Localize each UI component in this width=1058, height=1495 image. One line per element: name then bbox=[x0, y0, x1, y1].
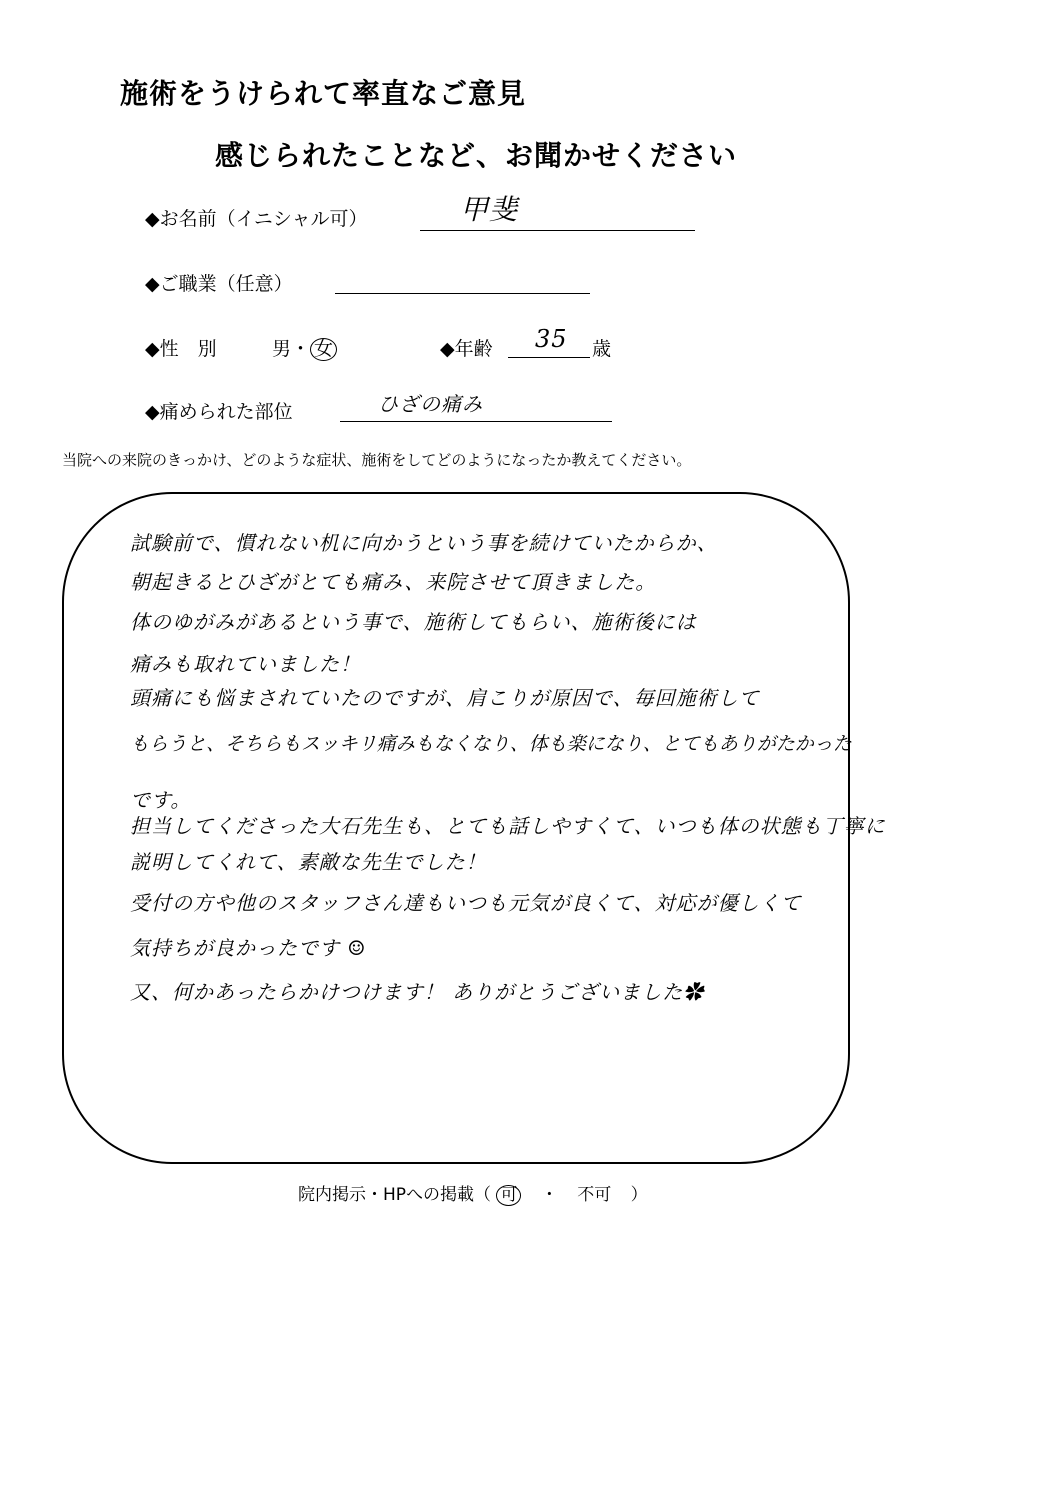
name-underline bbox=[420, 230, 695, 231]
comment-line: 頭痛にも悩まされていたのですが、肩こりが原因で、毎回施術して bbox=[130, 686, 760, 710]
form-title-line1: 施術をうけられて率直なご意見 bbox=[120, 77, 527, 110]
comment-line: 又、何かあったらかけつけます！ ありがとうございました✿ bbox=[130, 980, 705, 1004]
comment-line: 痛みも取れていました！ bbox=[130, 652, 361, 676]
age-label: ◆年齢 bbox=[440, 338, 493, 360]
comment-line: 担当してくださった大石先生も、とても話しやすくて、いつも体の状態も丁寧に bbox=[130, 814, 886, 838]
consent-separator: ・ bbox=[540, 1185, 558, 1205]
gender-male: 男 bbox=[272, 338, 292, 360]
name-label: ◆お名前（イニシャル可） bbox=[145, 208, 368, 230]
comment-line: 気持ちが良かったです ☺ bbox=[130, 936, 367, 960]
consent-close: ） bbox=[630, 1185, 648, 1205]
gender-label: ◆性 別 bbox=[145, 338, 217, 360]
age-unit: 歳 bbox=[592, 338, 612, 360]
comment-line: です。 bbox=[130, 788, 192, 812]
comment-line: 朝起きるとひざがとても痛み、来院させて頂きました。 bbox=[130, 570, 657, 594]
form-title-line2: 感じられたことなど、お聞かせください bbox=[215, 139, 738, 172]
pain-area-label: ◆痛められた部位 bbox=[145, 401, 293, 423]
gender-separator: ・ bbox=[291, 338, 311, 360]
comment-line: 体のゆがみがあるという事で、施術してもらい、施術後には bbox=[130, 610, 697, 634]
gender-options bbox=[272, 334, 337, 361]
pain-area-value: ひざの痛み bbox=[378, 392, 483, 416]
occupation-label: ◆ご職業（任意） bbox=[145, 273, 293, 295]
comment-line: 受付の方や他のスタッフさん達もいつも元気が良くて、対応が優しくて bbox=[130, 891, 802, 915]
pain-area-underline bbox=[340, 421, 612, 422]
age-value: 35 bbox=[535, 325, 568, 353]
instruction-text: 当院への来院のきっかけ、どのような症状、施術をしてどのようになったか教えてください。 bbox=[62, 451, 692, 469]
age-underline bbox=[508, 357, 590, 358]
consent-not-allowed: 不可 bbox=[577, 1185, 612, 1205]
occupation-underline bbox=[335, 293, 590, 294]
name-value: 甲斐 bbox=[460, 193, 519, 226]
gender-female-circled: 女 bbox=[310, 338, 337, 361]
comment-line: もらうと、そちらもスッキリ痛みもなくなり、体も楽になり、とてもありがたかった bbox=[130, 733, 852, 755]
consent-allowed-circled: 可 bbox=[496, 1185, 521, 1206]
consent-label: 院内掲示・HPへの掲載（ bbox=[298, 1185, 492, 1205]
comment-line: 説明してくれて、素敵な先生でした！ bbox=[130, 850, 487, 874]
comment-line: 試験前で、慣れない机に向かうという事を続けていたからか、 bbox=[130, 531, 718, 555]
publication-consent bbox=[298, 1180, 648, 1206]
